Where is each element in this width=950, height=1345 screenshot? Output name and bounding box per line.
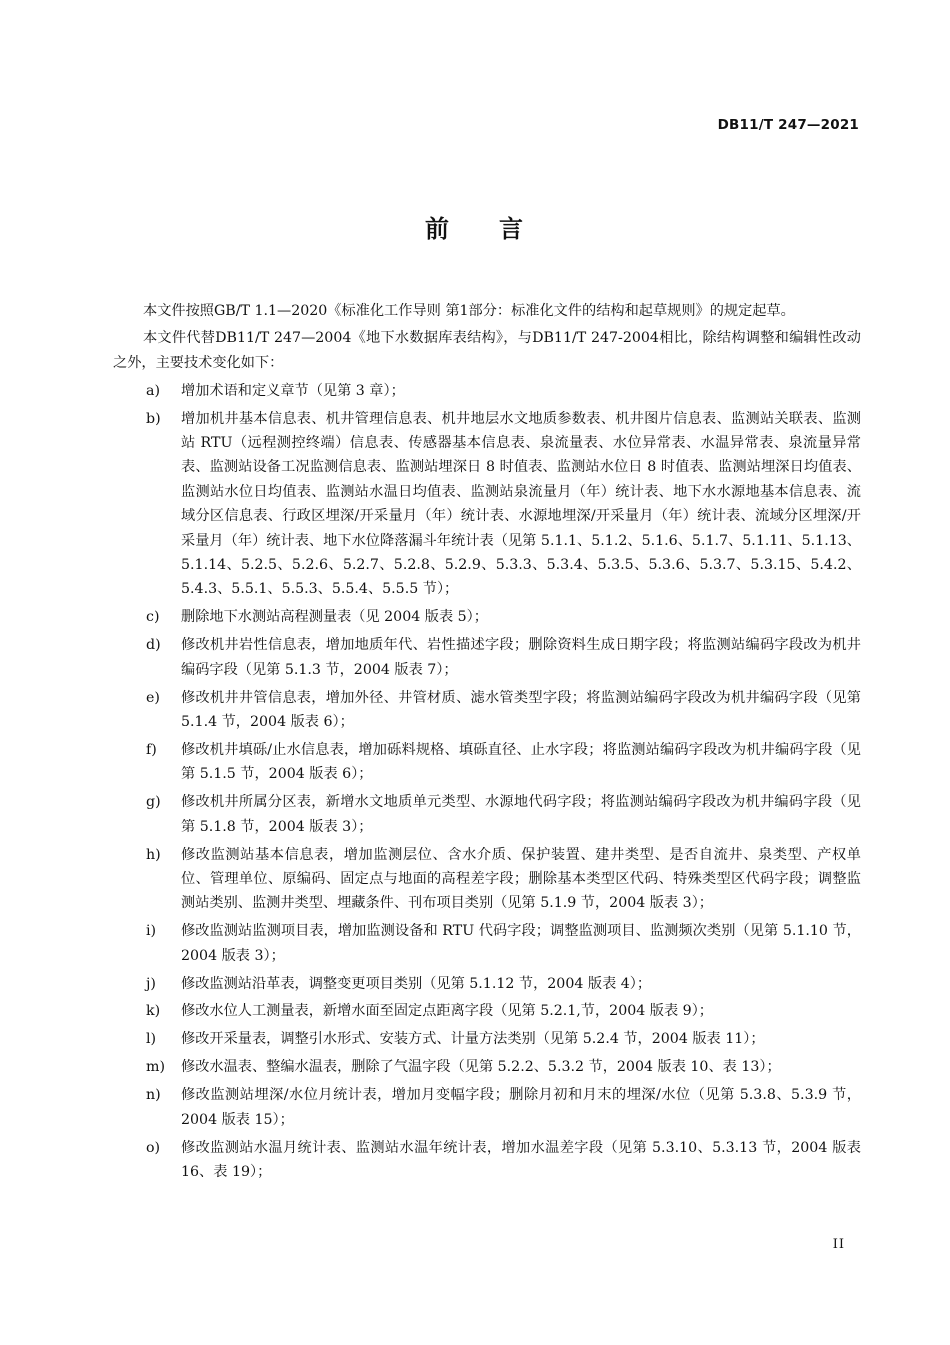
page-title — [0, 211, 950, 247]
list-item — [113, 738, 861, 787]
list-item-text: 修改监测站基本信息表，增加监测层位、含水介质、保护装置、建井类型、是否自流井、泉类型、产权单位、管理单位、原编码、固定点与地面的高程差字段；删除基本类型区代码、特殊类型区代码字段；调整监测站类别、监测井类型、埋藏条件、刊布项目类别（见第 5.1.9 节，2004 版表 3）； — [181, 846, 861, 912]
list-item — [113, 605, 861, 629]
document-body — [113, 299, 861, 1184]
list-item-text: 修改机井填砾/止水信息表，增加砾料规格、填砾直径、止水字段；将监测站编码字段改为机井编码字段（见第 5.1.5 节，2004 版表 6）； — [181, 741, 861, 783]
list-marker: o) — [146, 1139, 161, 1156]
list-item — [113, 790, 861, 839]
list-marker: g) — [146, 794, 161, 811]
page-number: II — [832, 1237, 845, 1252]
title-char-2: 言 — [499, 215, 525, 243]
list-marker: f) — [146, 741, 157, 758]
paragraph-replacement: 本文件代替DB11/T 247—2004《地下水数据库表结构》，与DB11/T 247-2004相比，除结构调整和编辑性改动之外，主要技术变化如下： — [113, 330, 861, 371]
list-marker: i) — [146, 923, 157, 940]
list-item-text: 修改机井所属分区表，新增水文地质单元类型、水源地代码字段；将监测站编码字段改为机井编码字段（见第 5.1.8 节，2004 版表 3）； — [181, 794, 861, 835]
list-item-text: 修改水温表、整编水温表，删除了气温字段（见第 5.2.2、5.3.2 节，2004 版表 10、表 13）； — [181, 1059, 781, 1076]
list-item-text: 修改监测站水温月统计表、监测站水温年统计表，增加水温差字段（见第 5.3.10、5.3.13 节，2004 版表 16、表 19）； — [181, 1139, 861, 1180]
list-marker: c) — [146, 609, 160, 626]
list-marker: e) — [146, 689, 160, 706]
list-item — [113, 379, 861, 403]
list-marker: k) — [146, 1003, 161, 1020]
list-marker: b) — [146, 410, 161, 427]
list-item — [113, 1055, 861, 1079]
list-marker: h) — [146, 846, 161, 863]
list-marker: a) — [146, 382, 160, 399]
list-item-text: 增加术语和定义章节（见第 3 章）； — [181, 382, 405, 399]
list-item — [113, 407, 861, 602]
title-char-1: 前 — [425, 215, 451, 243]
list-item-text: 修改监测站沿革表，调整变更项目类别（见第 5.1.12 节，2004 版表 4）； — [181, 975, 652, 992]
list-item-text: 修改开采量表，调整引水形式、安装方式、计量方法类别（见第 5.2.4 节，2004 版表 11）； — [181, 1031, 765, 1048]
list-item — [113, 1027, 861, 1051]
list-marker: d) — [146, 637, 161, 654]
list-item-text: 修改水位人工测量表，新增水面至固定点距离字段（见第 5.2.1,节，2004 版表 9）； — [181, 1003, 713, 1020]
list-marker: m) — [146, 1059, 165, 1076]
change-list — [113, 379, 861, 1185]
document-code: DB11/T 247—2021 — [717, 117, 859, 133]
list-item-text: 增加机井基本信息表、机井管理信息表、机井地层水文地质参数表、机井图片信息表、监测站关联表、监测站 RTU（远程测控终端）信息表、传感器基本信息表、泉流量表、水位异常表、水温异常表、泉流量异常表、监测站设备工况监测信息表、监测站埋深日 8 时值表、监测站水位日 8 时值表、监测站埋深日均值表、监测站水位日均值表、监测站水温日均值表、监测站泉流量月（年）统计表、地下水水源地基本信息表、流域分区信息表、行政区埋深/开采量月（年）统计表、水源地埋深/开采量月（年）统计表、流域分区埋深/开采量月（年）统计表、地下水位降落漏斗年统计表（见第 5.1.1、5.1.2、5.1.6、5.1.7、5.1.11、5.1.13、5.1.14、5.2.5、5.2.6、5.2.7、5.2.8、5.2.9、5.3.3、5.3.4、5.3.5、5.3.6、5.3.7、5.3.15、5.4.2、5.4.3、5.5.1、5.5.3、5.5.4、5.5.5 节）； — [181, 410, 861, 598]
list-item — [113, 633, 861, 682]
list-item — [113, 686, 861, 735]
list-marker: n) — [146, 1087, 161, 1104]
list-item — [113, 999, 861, 1023]
list-item-text: 修改机井井管信息表，增加外径、井管材质、滤水管类型字段；将监测站编码字段改为机井编码字段（见第 5.1.4 节，2004 版表 6）； — [181, 689, 861, 730]
list-item-text: 修改机井岩性信息表，增加地质年代、岩性描述字段；删除资料生成日期字段；将监测站编码字段改为机井编码字段（见第 5.1.3 节，2004 版表 7）； — [181, 637, 861, 678]
list-item — [113, 1083, 861, 1132]
list-item-text: 修改监测站监测项目表，增加监测设备和 RTU 代码字段；调整监测项目、监测频次类别（见第 5.1.10 节，2004 版表 3）； — [181, 923, 861, 964]
paragraph-drafting-rules: 本文件按照GB/T 1.1—2020《标准化工作导则 第1部分：标准化文件的结构和起草规则》的规定起草。 — [143, 303, 795, 319]
list-item — [113, 972, 861, 996]
list-item — [113, 843, 861, 916]
list-item-text: 删除地下水测站高程测量表（见 2004 版表 5）； — [181, 609, 488, 626]
list-item-text: 修改监测站埋深/水位月统计表，增加月变幅字段；删除月初和月末的埋深/水位（见第 5.3.8、5.3.9 节，2004 版表 15）； — [181, 1087, 861, 1128]
list-marker: j) — [146, 975, 156, 992]
list-marker: l) — [146, 1031, 157, 1048]
list-item — [113, 1136, 861, 1185]
list-item — [113, 919, 861, 968]
